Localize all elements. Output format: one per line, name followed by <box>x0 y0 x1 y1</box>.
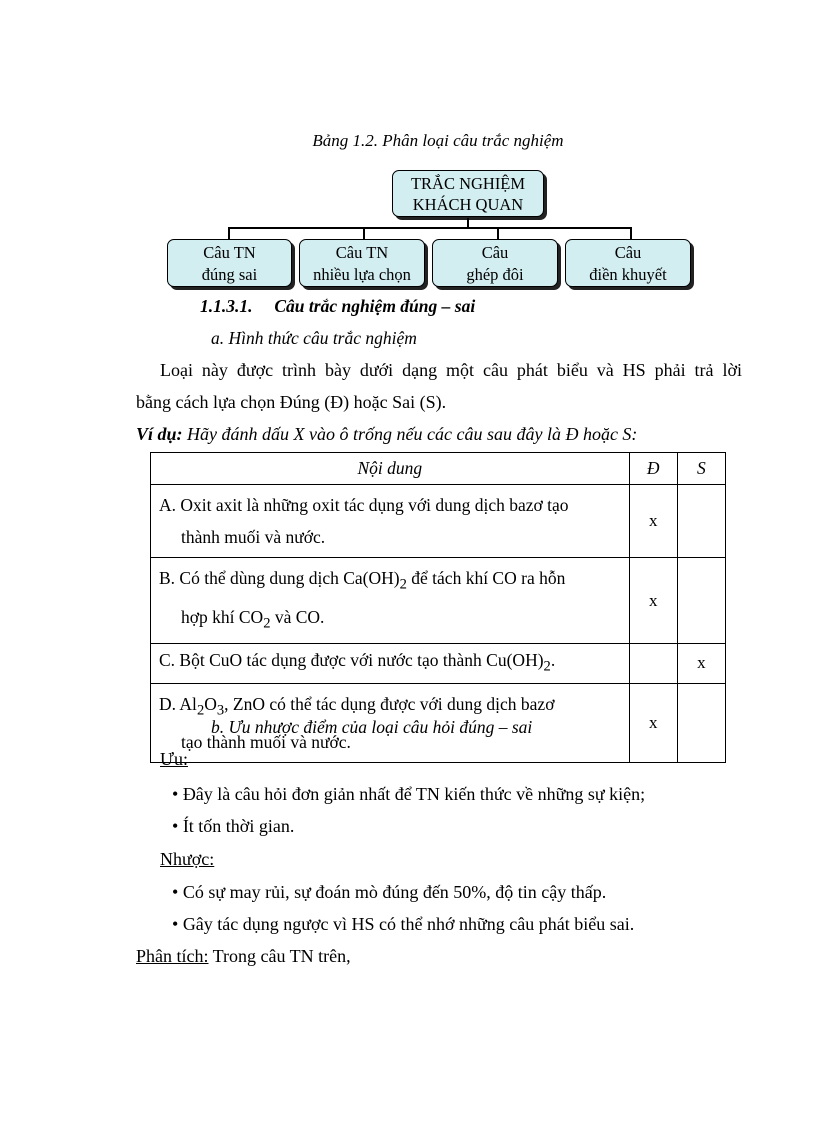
diagram-root-box <box>392 170 544 217</box>
row-a-line-1: A. Oxit axit là những oxit tác dụng với dung dịch bazơ tạo <box>159 495 569 515</box>
pros-text-2: Ít tốn thời gian. <box>182 816 295 836</box>
example-line <box>136 424 637 445</box>
row-a-line-2: thành muối và nước. <box>181 527 326 547</box>
bullet-icon: • <box>172 914 179 934</box>
row-c-d-mark <box>629 644 677 684</box>
example-label: Ví dụ: <box>136 424 183 444</box>
leaf-2-line-1: Câu TN <box>335 243 389 262</box>
cons-label: Nhược: <box>160 849 215 869</box>
row-a-d-mark: x <box>629 485 677 558</box>
leaf-3-line-1: Câu <box>481 243 509 262</box>
row-c-line-1: C. Bột CuO tác dụng được với nước tạo thành $Cu(OH)_2$. <box>159 650 556 675</box>
row-b-line-1: B. Có thể dùng dung dịch $Ca(OH)_2$ để tách khí CO ra hỗn <box>159 568 566 593</box>
leaf-2-line-2: nhiều lựa chọn <box>313 265 411 284</box>
row-a-s-mark <box>677 485 725 558</box>
diagram-leaf-true-false <box>167 239 292 287</box>
table-header-row <box>151 453 726 485</box>
cons-text-2: Gây tác dụng ngược vì HS có thể nhớ những câu phát biểu sai. <box>182 914 635 934</box>
section-title: Câu trắc nghiệm đúng – sai <box>274 296 476 316</box>
leaf-1-line-2: đúng sai <box>201 265 258 284</box>
paragraph-line-2: bằng cách lựa chọn Đúng (Đ) hoặc Sai (S). <box>136 392 447 412</box>
leaf-3-line-2: ghép đôi <box>466 265 524 284</box>
diagram-leaf-matching <box>432 239 558 287</box>
diagram-leaf-fill-in <box>565 239 691 287</box>
row-d-d-mark: x <box>629 683 677 763</box>
analysis-text: Trong câu TN trên, <box>208 946 351 966</box>
table-row <box>151 558 726 644</box>
bullet-icon: • <box>172 816 179 836</box>
row-c-s-mark: x <box>677 644 725 684</box>
cons-text-1: Có sự may rủi, sự đoán mò đúng đến 50%, độ tin cậy thấp. <box>182 882 607 902</box>
pros-text-1: Đây là câu hỏi đơn giản nhất để TN kiến thức về những sự kiện; <box>182 784 646 804</box>
section-number: 1.1.3.1. <box>200 296 253 316</box>
pros-label: Ưu: <box>160 749 188 769</box>
row-b-line-2: hợp khí $CO_2$ và CO. <box>181 606 325 631</box>
pros-item-2 <box>172 816 294 837</box>
subheading-b: b. Ưu nhược điểm của loại câu hỏi đúng – sai <box>211 717 533 737</box>
paragraph-line-1: Loại này được trình bày dưới dạng một câu phát biểu và HS phải trả lời <box>160 360 742 380</box>
pros-item-1 <box>172 784 645 805</box>
row-b-s-mark <box>677 558 725 644</box>
row-b-d-mark: x <box>629 558 677 644</box>
table-caption: Bảng 1.2. Phân loại câu trắc nghiệm <box>312 131 564 150</box>
table-row <box>151 644 726 684</box>
header-content: Nội dung <box>151 453 630 485</box>
analysis-label: Phân tích: <box>136 946 209 966</box>
example-text: Hãy đánh dấu X vào ô trống nếu các câu sau đây là Đ hoặc S: <box>182 424 638 444</box>
root-line-2: KHÁCH QUAN <box>412 195 524 214</box>
leaf-4-line-2: điền khuyết <box>589 265 667 284</box>
bullet-icon: • <box>172 882 179 902</box>
bullet-icon: • <box>172 784 179 804</box>
row-d-line-1: D. $Al_2O_3$, ZnO có thể tác dụng được với dung dịch bazơ <box>159 693 555 718</box>
connector-horizontal <box>228 227 632 229</box>
diagram-leaf-multiple-choice <box>299 239 425 287</box>
row-d-s-mark <box>677 683 725 763</box>
row-d-line-2: tạo thành muối và nước. <box>181 732 351 752</box>
table-row <box>151 485 726 558</box>
subheading-a: a. Hình thức câu trắc nghiệm <box>211 328 417 348</box>
header-d: Đ <box>629 453 677 485</box>
header-s: S <box>677 453 725 485</box>
root-line-1: TRẮC NGHIỆM <box>410 174 526 193</box>
cons-item-1 <box>172 882 606 903</box>
cons-item-2 <box>172 914 634 935</box>
leaf-1-line-1: Câu TN <box>203 243 256 262</box>
analysis-line <box>136 946 351 967</box>
section-heading <box>200 296 475 317</box>
leaf-4-line-1: Câu <box>614 243 642 262</box>
